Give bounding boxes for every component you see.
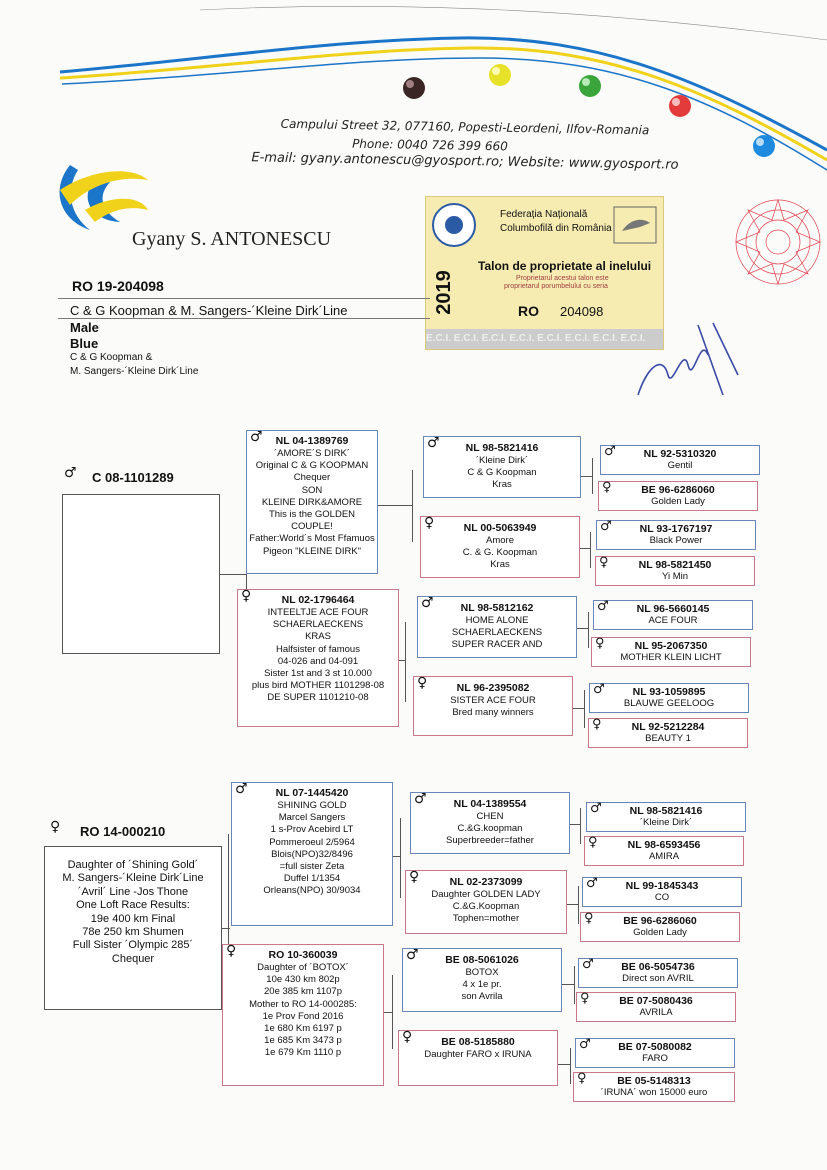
connector — [578, 886, 579, 924]
ring-number: RO 10-360039 — [268, 949, 338, 961]
info-line: Superbreeder=father — [446, 835, 534, 847]
sex-icon: ♀ — [602, 480, 612, 495]
info-line: Bred many winners — [452, 707, 534, 719]
connector — [580, 808, 581, 844]
info-line: 1e 679 Km 1110 p — [264, 1047, 342, 1059]
info-line: 04-026 and 04-091 — [277, 655, 359, 667]
info-line: Gentil — [667, 460, 693, 471]
info-line: C & G Koopman — [467, 467, 537, 479]
sire-box — [62, 494, 220, 654]
info-line: Pommeroeul 2/5964 — [269, 836, 355, 848]
connector — [573, 708, 584, 709]
info-line: AMIRA — [648, 851, 680, 862]
sire-symbol: ♂ — [64, 465, 77, 481]
info-line: 1e 680 Km 6197 p — [264, 1023, 342, 1035]
gen4-box — [580, 912, 740, 942]
gen4-box — [573, 1072, 735, 1102]
info-line: Duffel 1/1354 — [283, 873, 341, 885]
ring-number: BE 07-5080082 — [618, 1041, 692, 1053]
ring-number: NL 04-1389554 — [453, 798, 527, 810]
sex-icon: ♀ — [592, 717, 602, 732]
connector — [574, 966, 575, 1004]
info-line: MOTHER KLEIN LICHT — [620, 652, 722, 663]
sex-icon: ♀ — [584, 911, 594, 926]
info-line: Golden Lady — [651, 496, 705, 507]
ring-number: NL 07-1445420 — [275, 787, 349, 799]
ring-number: BE 08-5061026 — [445, 954, 519, 966]
ring-number: NL 98-6593456 — [627, 839, 701, 851]
connector — [570, 824, 580, 825]
gen3-box — [417, 596, 577, 658]
info-line: ´Kleine Dirk´ — [475, 455, 529, 466]
sex-icon: ♀ — [402, 1029, 413, 1045]
info-line: Direct son AVRIL — [622, 973, 694, 984]
connector — [588, 612, 589, 648]
dam-ring: RO 14-000210 — [80, 824, 166, 839]
card-sub1: Proprietarul acestui talon este — [516, 275, 609, 282]
info-line: C.&G.koopman — [457, 823, 523, 835]
ring-number: NL 98-5812162 — [460, 602, 534, 614]
info-line: Pigeon "KLEINE DIRK" — [262, 545, 362, 557]
connector — [567, 904, 578, 905]
ring-number: NL 92-5212284 — [631, 721, 705, 733]
info-line: SHINING GOLD — [277, 800, 347, 811]
sex-icon: ♂ — [586, 876, 598, 891]
info-line: Father:World´s Most Ffamuos — [249, 533, 375, 545]
connector — [570, 1048, 571, 1084]
connector — [399, 660, 405, 661]
gen4-box — [593, 600, 753, 630]
gen4-box — [600, 445, 760, 475]
card-year: 2019 — [432, 270, 455, 315]
dam-text-line: ´Avril´ Line -Jos Thone — [77, 885, 189, 898]
sex-icon: ♀ — [599, 555, 609, 570]
gen2-box — [222, 944, 384, 1086]
ring-number: NL 99-1845343 — [625, 880, 699, 892]
phone-line: Phone: 0040 726 399 660 — [352, 136, 508, 154]
sex-icon: ♀ — [588, 835, 598, 850]
dam-text-line: 78e 250 km Shumen — [82, 926, 184, 939]
info-line: Sister 1st and 3 st 10.000 — [264, 668, 372, 680]
pigeon-breeder-2: M. Sangers-´Kleine Dirk´Line — [70, 366, 199, 377]
sex-icon: ♀ — [241, 588, 252, 604]
gen4-box — [598, 481, 758, 511]
info-line: 1e 685 Km 3473 p — [264, 1035, 342, 1047]
info-line: FARO — [642, 1053, 668, 1064]
ring-number: NL 02-2373099 — [449, 876, 523, 888]
contact-line: E-mail: gyany.antonescu@gyosport.ro; Website: www.gyosport.ro — [251, 150, 679, 173]
ring-number: NL 02-1796464 — [281, 594, 355, 606]
info-line: Daughter GOLDEN LADY — [431, 889, 541, 900]
gen4-box — [595, 556, 755, 586]
info-line: Yi Min — [661, 571, 689, 582]
card-title: Talon de proprietate al inelului — [478, 259, 652, 273]
sex-icon: ♂ — [427, 435, 440, 451]
info-line: BLAUWE GEELOOG — [623, 698, 715, 709]
info-line: SISTER ACE FOUR — [450, 695, 536, 706]
gen3-box — [413, 676, 573, 736]
info-line: BEAUTY 1 — [645, 733, 691, 744]
ring-number: NL 93-1059895 — [632, 686, 706, 698]
info-line: AVRILA — [639, 1007, 673, 1018]
ring-number: NL 92-5310320 — [643, 448, 717, 460]
gen4-box — [578, 958, 738, 988]
connector — [584, 690, 585, 728]
connector — [577, 628, 588, 629]
gen4-box — [586, 802, 746, 832]
info-line: C. & G. Koopman — [462, 547, 538, 559]
info-line: =full sister Zeta — [279, 861, 345, 873]
sex-icon: ♂ — [250, 429, 263, 445]
info-line: 1 s-Prov Acebird LT — [270, 824, 354, 836]
connector — [558, 1064, 570, 1065]
federation-emblem-icon — [430, 201, 478, 249]
info-line: Blois(NPO)32/8496 — [271, 848, 353, 860]
ring-number: NL 96-5660145 — [636, 603, 710, 615]
card-strip: E.C.I. E.C.I. E.C.I. E.C.I. E.C.I. E.C.I. E.C.I. E.C.I. — [426, 329, 663, 349]
pigeon-ring: RO 19-204098 — [72, 278, 164, 294]
gen2-box — [246, 430, 378, 574]
sex-icon: ♂ — [406, 947, 419, 963]
gen2-box — [237, 589, 399, 727]
dam-text-line: 19e 400 km Final — [90, 912, 176, 925]
pigeon-emblem-icon — [612, 205, 658, 245]
info-line: KRAS — [305, 631, 331, 643]
info-line: Orleans(NPO) 30/9034 — [263, 885, 361, 897]
dam-text-line: Chequer — [111, 952, 155, 965]
gen4-box — [589, 683, 749, 713]
gen3-box — [398, 1030, 558, 1086]
pigeon-breeder-1: C & G Koopman & — [70, 352, 153, 363]
sex-icon: ♂ — [597, 599, 609, 614]
info-line: Black Power — [649, 535, 703, 546]
sex-icon: ♀ — [595, 636, 605, 651]
gen3-box — [410, 792, 570, 854]
federation-line1: Federația Națională — [500, 209, 588, 220]
signature-icon — [628, 315, 748, 405]
info-line: plus bird MOTHER 1101298-08 — [251, 680, 385, 692]
ring-number: NL 98-5821416 — [465, 442, 539, 454]
connector — [405, 622, 406, 702]
dam-text-line: Full Sister ´Olympic 285´ — [72, 939, 194, 952]
dam-box — [44, 846, 222, 1010]
gen4-box — [582, 877, 742, 907]
info-line: DE SUPER 1101210-08 — [267, 692, 369, 704]
info-line: Halfsister of famous — [276, 643, 360, 655]
dam-text-line: Daughter of ´Shining Gold´ — [67, 859, 199, 871]
pigeon-color: Blue — [70, 336, 99, 351]
sex-icon: ♂ — [604, 444, 616, 459]
info-line: 20e 385 km 1107p — [264, 986, 342, 998]
connector — [393, 856, 400, 857]
info-line: 4 x 1e pr. — [462, 979, 502, 991]
address-line: Campului Street 32, 077160, Popesti-Leordeni, Ilfov-Romania — [280, 116, 650, 138]
gen3-box — [402, 948, 562, 1012]
card-country: RO — [518, 303, 539, 319]
ring-number: BE 96-6286060 — [641, 484, 715, 496]
card-sub2: proprietarul porumbelului cu seria — [504, 283, 608, 290]
info-line: CHEN — [476, 811, 504, 822]
sex-icon: ♀ — [226, 943, 237, 959]
line-underline — [58, 318, 430, 319]
info-line: SON — [301, 484, 323, 496]
sex-icon: ♂ — [235, 781, 248, 797]
sex-icon: ♂ — [600, 519, 612, 534]
connector — [228, 834, 229, 952]
info-line: ´AMORE´S DIRK´ — [274, 448, 350, 459]
connector — [392, 975, 393, 1049]
info-line: Golden Lady — [633, 927, 687, 938]
connector — [590, 532, 591, 568]
connector — [378, 505, 412, 506]
connector — [400, 818, 401, 898]
info-line: HOME ALONE — [465, 615, 529, 626]
dam-text-line: One Loft Race Results: — [76, 899, 190, 912]
info-line: Kras — [490, 559, 510, 571]
rosette-stamp-icon — [718, 180, 827, 310]
ring-number: NL 96-2395082 — [456, 682, 530, 694]
info-line: BOTOX — [465, 967, 499, 978]
gen3-box — [420, 516, 580, 578]
info-line: Chequer — [293, 472, 331, 484]
gen4-box — [584, 836, 744, 866]
connector — [222, 928, 230, 929]
sex-icon: ♂ — [421, 595, 434, 611]
info-line: Daughter of ´BOTOX´ — [257, 962, 349, 973]
ring-number: NL 93-1767197 — [639, 523, 713, 535]
sex-icon: ♂ — [582, 957, 594, 972]
sex-icon: ♂ — [593, 682, 605, 697]
sex-icon: ♂ — [590, 801, 602, 816]
info-line: C.&G.Koopman — [452, 901, 520, 913]
gen4-box — [576, 992, 736, 1022]
info-line: ´Kleine Dirk´ — [639, 817, 693, 828]
info-line: Kras — [492, 479, 512, 491]
dam-symbol: ♀ — [50, 819, 61, 835]
dam-text-line: M. Sangers-´Kleine Dirk´Line — [62, 872, 204, 885]
ring-number: BE 08-5185880 — [441, 1036, 515, 1048]
ring-number: NL 98-5821416 — [629, 805, 703, 817]
info-line: SCHAERLAECKENS — [451, 627, 543, 639]
sex-icon: ♀ — [409, 869, 420, 885]
info-line: 1e Prov Fond 2016 — [262, 1010, 344, 1022]
info-line: ´IRUNA´ won 15000 euro — [600, 1087, 708, 1098]
info-line: Mother to RO 14-000285: — [249, 998, 357, 1010]
sex-icon: ♀ — [424, 515, 435, 531]
ring-number: BE 96-6286060 — [623, 915, 697, 927]
info-line: Daughter FARO x IRUNA — [424, 1049, 532, 1060]
ring-number: BE 05-5148313 — [617, 1075, 691, 1087]
sire-ring: C 08-1101289 — [92, 470, 174, 485]
connector — [384, 1012, 392, 1013]
ring-number: NL 98-5821450 — [638, 559, 712, 571]
info-line: SUPER RACER AND — [451, 639, 543, 651]
gen2-box — [231, 782, 393, 926]
pigeon-sex: Male — [70, 320, 99, 335]
info-line: 10e 430 km 802p — [266, 974, 340, 986]
sex-icon: ♀ — [580, 991, 590, 1006]
gen4-box — [591, 637, 751, 667]
gen4-box — [596, 520, 756, 550]
connector — [412, 470, 413, 542]
ring-number: NL 00-5063949 — [463, 522, 537, 534]
sex-icon: ♀ — [417, 675, 428, 691]
gen3-box — [405, 870, 567, 934]
card-number: 204098 — [560, 304, 604, 319]
connector — [220, 574, 246, 575]
brand-name: Gyany S. ANTONESCU — [132, 228, 332, 250]
gen3-box — [423, 436, 581, 498]
info-line: Original C & G KOOPMAN — [255, 460, 369, 472]
connector — [592, 458, 593, 494]
connector — [580, 548, 590, 549]
info-line: KLEINE DIRK&AMORE — [261, 496, 363, 508]
gen4-box — [575, 1038, 735, 1068]
ring-number: NL 95-2067350 — [634, 640, 708, 652]
ring-underline — [58, 298, 430, 299]
sex-icon: ♂ — [579, 1037, 591, 1052]
info-line: ACE FOUR — [648, 615, 698, 626]
ring-number: BE 07-5080436 — [619, 995, 693, 1007]
connector — [562, 984, 574, 985]
ring-number: BE 06-5054736 — [621, 961, 695, 973]
info-line: son Avrila — [461, 991, 503, 1003]
info-line: Marcel Sangers — [278, 812, 346, 824]
info-line: SCHAERLAECKENS — [272, 619, 364, 631]
gen4-box — [588, 718, 748, 748]
pigeon-line: C & G Koopman & M. Sangers-´Kleine Dirk´Line — [70, 303, 348, 318]
ring-number: NL 04-1389769 — [275, 435, 349, 447]
info-line: Tophen=mother — [452, 913, 520, 925]
info-line: Amore — [486, 535, 514, 546]
federation-line2: Columbofilă din România — [500, 223, 612, 234]
sex-icon: ♂ — [414, 791, 427, 807]
info-line: INTEELTJE ACE FOUR — [267, 607, 369, 618]
connector — [581, 476, 592, 477]
info-line: This is the GOLDEN COUPLE! — [268, 509, 356, 533]
info-line: CO — [654, 892, 670, 903]
sex-icon: ♀ — [577, 1071, 587, 1086]
